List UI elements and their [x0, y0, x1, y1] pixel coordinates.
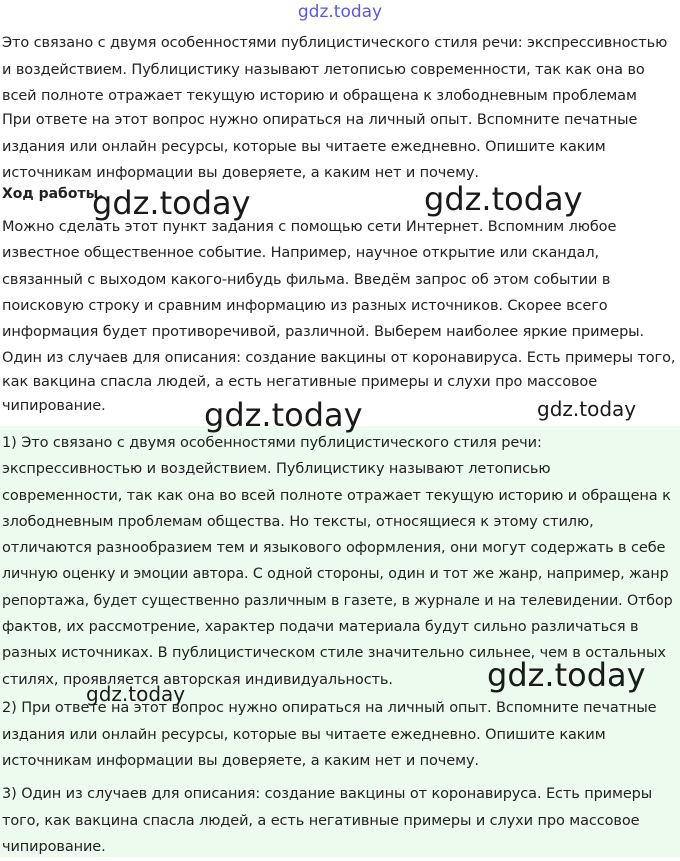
- answer-2-paragraph: [2, 695, 678, 775]
- text-line: экспрессивностью и воздействием. Публицистику называют летописью: [2, 461, 551, 478]
- task-paragraph: [2, 107, 678, 187]
- text-line: современности, так как она во всей полноте отражает текущую историю и обращена к: [2, 487, 671, 504]
- text-line: того, как вакцина спасла людей, а есть негативные примеры и слухи про массовое: [2, 812, 640, 829]
- text-line: чипирование.: [2, 398, 106, 414]
- watermark: gdz.today: [86, 682, 186, 706]
- text-line: отличаются разнообразием тем и языкового оформления, они могут содержать в себе: [2, 540, 666, 557]
- text-line: поисковую строку и сравним информацию из разных источников. Скорее всего: [2, 297, 608, 314]
- text-line: При ответе на этот вопрос нужно опираться на личный опыт. Вспомните печатные: [2, 112, 638, 128]
- watermark: gdz.today: [537, 397, 637, 421]
- text-line: Это связано с двумя особенностями публицистического стиля речи: экспрессивностью: [2, 35, 668, 51]
- text-line: информация будет противоречивой, различной. Выберем наиболее яркие примеры.: [2, 324, 645, 341]
- answer-1-paragraph: [2, 430, 678, 693]
- text-line: издания или онлайн ресурсы, которые вы читаете ежедневно. Опишите каким: [2, 726, 606, 743]
- text-line: источникам информации вы доверяете, а каким нет и почему.: [2, 753, 479, 769]
- text-line: всей полноте отражает текущую историю и обращена к злободневным проблемам: [2, 88, 637, 104]
- answer-3-paragraph: [2, 781, 678, 861]
- text-line: разных источниках. В публицистическом стиле значительно сильнее, чем в остальных: [2, 645, 666, 662]
- text-line: как вакцина спасла людей, а есть негативные примеры и слухи про массовое: [2, 374, 598, 390]
- work-heading: Ход работы.: [2, 186, 104, 202]
- text-line: источникам информации вы доверяете, а каким нет и почему.: [2, 165, 479, 181]
- text-line: фактов, их рассмотрение, характер подачи материала будут сильно различаться в: [2, 619, 639, 636]
- text-line: репортажа, будет существенно различным в газете, в журнале и на телевидении. Отбор: [2, 592, 673, 609]
- work-paragraph: [2, 214, 678, 345]
- watermark: gdz.today: [92, 184, 251, 222]
- text-line: издания или онлайн ресурсы, которые вы читаете ежедневно. Опишите каким: [2, 138, 606, 155]
- watermark: gdz.today: [487, 656, 646, 694]
- watermark: gdz.today: [424, 180, 583, 218]
- text-line: стилях, проявляется авторская индивидуальность.: [2, 671, 393, 688]
- text-line: чипирование.: [2, 839, 106, 855]
- text-line: связанный с выходом какого-нибудь фильма. Введём запрос об этом событии в: [2, 271, 611, 288]
- text-line: злободневным проблемам общества. Но тексты, относящиеся к этому стилю,: [2, 513, 594, 530]
- watermark: gdz.today: [204, 396, 363, 434]
- text-line: и воздействием. Публицистику называют летописью современности, так как она во: [2, 61, 645, 78]
- text-line: Один из случаев для описания: создание вакцины от коронавируса. Есть примеры того,: [2, 350, 676, 366]
- text-line: личную оценку и эмоции автора. С одной стороны, один и тот же жанр, например, жанр: [2, 566, 669, 583]
- text-line: 2) При ответе на этот вопрос нужно опираться на личный опыт. Вспомните печатные: [2, 700, 657, 716]
- text-line: Можно сделать этот пункт задания с помощью сети Интернет. Вспомним любое: [2, 219, 617, 235]
- intro-paragraph: [2, 30, 678, 110]
- text-line: 1) Это связано с двумя особенностями публицистического стиля речи:: [2, 435, 542, 451]
- text-line: известное общественное событие. Например, научное открытие или скандал,: [2, 245, 599, 262]
- site-watermark-header: gdz.today: [297, 2, 383, 22]
- text-line: 3) Один из случаев для описания: создание вакцины от коронавируса. Есть примеры: [2, 786, 653, 802]
